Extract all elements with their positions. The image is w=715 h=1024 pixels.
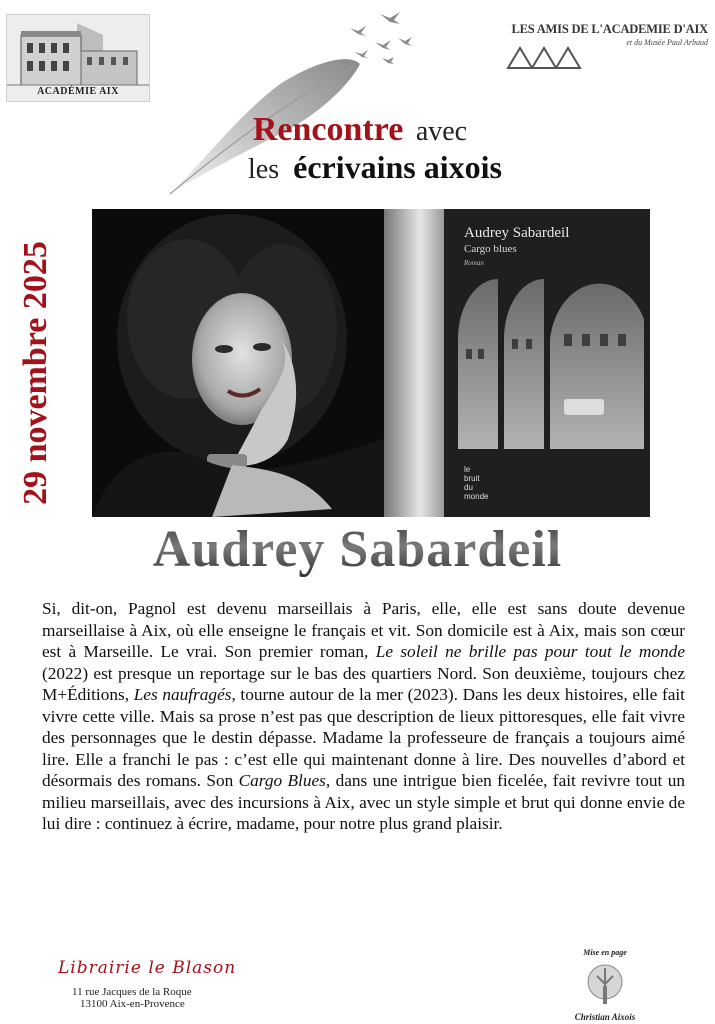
book-cover-illustration <box>454 279 650 449</box>
title-rencontre: Rencontre <box>252 111 404 148</box>
book-author: Audrey Sabardeil <box>464 225 570 241</box>
bookstore-name: Librairie le Blason <box>58 958 237 978</box>
publisher-line: bruit <box>464 474 480 483</box>
author-portrait <box>92 209 384 517</box>
triangles-icon <box>506 44 586 70</box>
logo-left-caption: ACADÉMIE AIX <box>37 86 119 97</box>
title-les: les <box>248 154 280 185</box>
bio-text: , tourne autour de la mer (2023). Dans les deux histoires, elle fait vivre cette ville. Mais sa prose n’est pas que description de lieux pittoresques, elle fait vivre des personnages que le destin dépasse. Madame la professeure de français a toujours aimé lire. Elle a franchi le pas : c’est elle qui maintenant donne à lire. Des nouvelles d’abord et désormais des romans. Son <box>42 685 685 790</box>
publisher-line: du <box>464 483 473 492</box>
portrait-illustration <box>92 209 384 517</box>
book-title: Cargo blues <box>464 243 517 255</box>
book-cover <box>384 209 650 517</box>
logo-right-title: LES AMIS DE L'ACADEMIE D'AIX <box>511 22 708 36</box>
book-spine <box>384 209 444 517</box>
book-title-naufrages: Les naufragés <box>133 685 232 704</box>
bio-text: , dans une intrigue bien ficelée, fait revivre tout un milieu marseillais, avec des incursions à Aix, avec un style simple et brut qui donne envie de lui dire : continuez à écrire, madame, pour notre plus grand plaisir. <box>42 771 685 833</box>
book-publisher <box>464 465 504 501</box>
author-name-heading: Audrey Sabardeil <box>0 520 715 579</box>
event-title <box>180 112 540 187</box>
event-date <box>16 230 56 515</box>
credit-author: Christian Aixois <box>574 1012 636 1022</box>
author-biography <box>42 598 685 835</box>
academie-building-logo <box>6 14 150 102</box>
layout-credit <box>560 948 650 1024</box>
book-title-cargo-blues: Cargo Blues <box>238 771 326 790</box>
bookstore-street: 11 rue Jacques de la Roque <box>72 986 192 998</box>
publisher-line: le <box>464 465 471 474</box>
tree-icon <box>585 962 625 1008</box>
amis-academie-logo <box>500 22 708 70</box>
publisher-line: monde <box>464 492 489 501</box>
book-title-soleil: Le soleil ne brille pas pour tout le monde <box>375 642 685 661</box>
title-avec: avec <box>415 116 468 147</box>
bookstore-info <box>58 958 278 1010</box>
credit-label: Mise en page <box>583 948 627 957</box>
bio-text: (2022) est presque un reportage sur le bas des quartiers Nord. Son deuxième, toujours chez M+Éditions, <box>42 663 685 704</box>
bio-text: Si, dit-on, Pagnol est devenu marseillais à Paris, elle, elle est sans doute devenue marseillaise à Aix, où elle enseigne le français et vit. Son domicile est à Aix, mais son cœur est à Marseille. Le vrai. Son premier roman, <box>42 599 685 661</box>
logo-right-subtitle: et du Musée Paul Arbaud <box>626 38 708 47</box>
title-ecrivains-aixois: écrivains aixois <box>293 149 502 185</box>
book-genre: Roman <box>464 259 484 267</box>
event-date-text: 29 novembre 2025 <box>17 240 54 505</box>
bookstore-city: 13100 Aix-en-Provence <box>80 998 185 1010</box>
